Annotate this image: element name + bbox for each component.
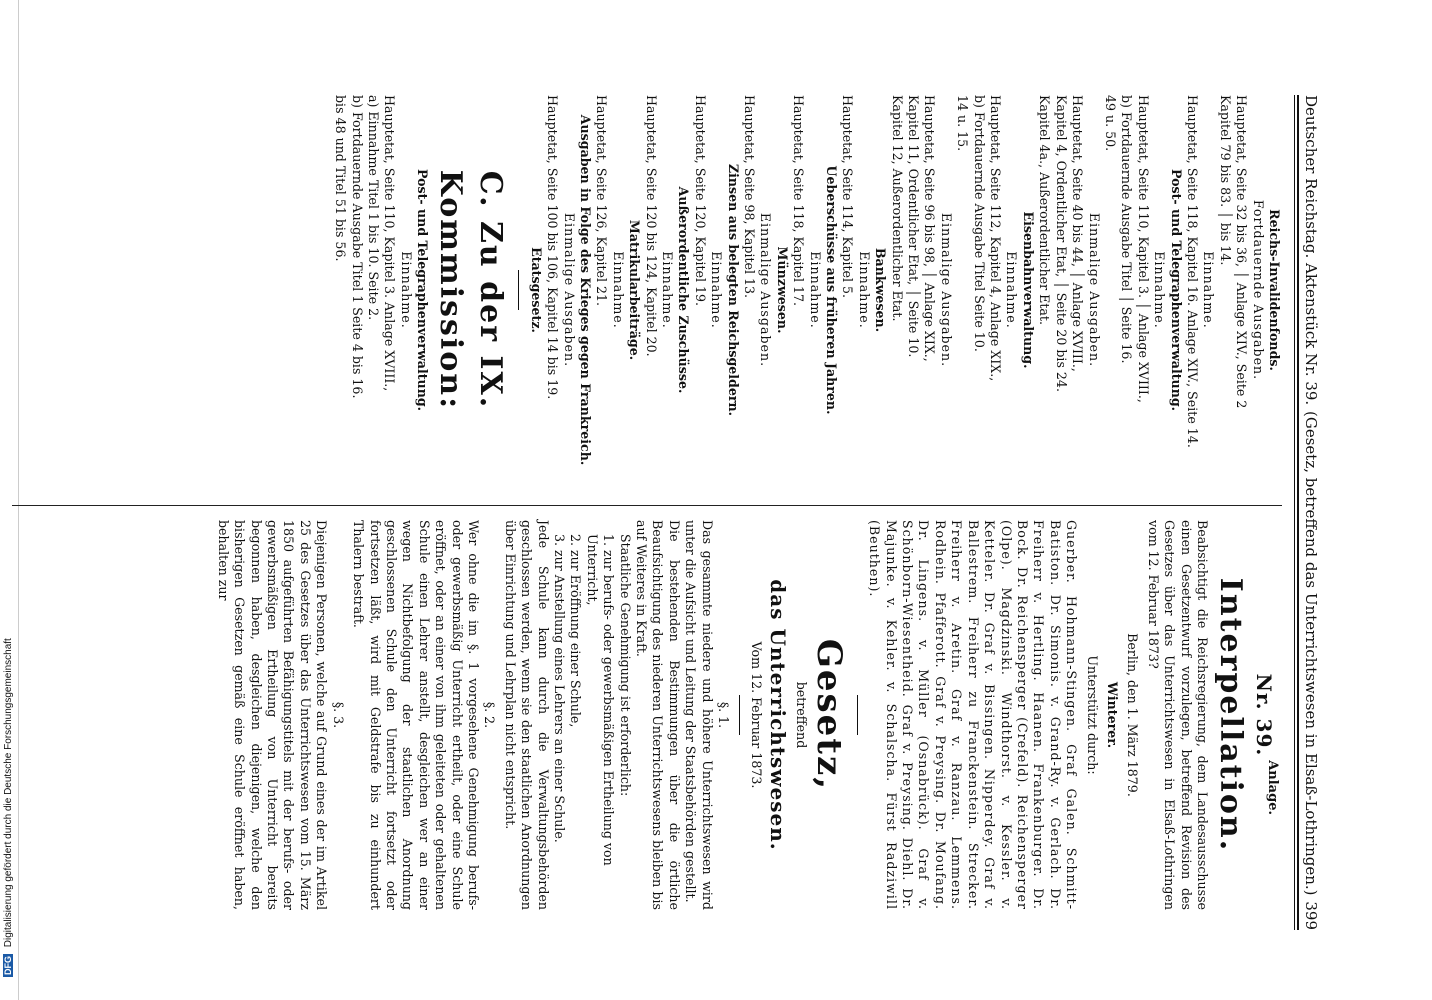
section-heading: Reichs-Invalidenfonds. [1267, 209, 1282, 371]
subheading: Einnahme. [659, 251, 675, 329]
reference-line: Kapitel 4a., Außerordentlicher Etat. [1037, 95, 1053, 325]
reference-line: Kapitel 79 bis 83. │ bis 14. [1217, 95, 1233, 266]
reference-line: b) Fortdauernde Ausgabe Titel 1 Seite 4 bis 16. [349, 95, 365, 399]
section-heading: Bankwesen. [873, 247, 889, 333]
law-betreffend: betreffend [793, 681, 809, 749]
reference-line: Hauptetat, Seite 100 bis 106, Kapitel 14 bis 19. [545, 95, 561, 400]
law-rule [739, 695, 740, 735]
section-1-text-4: Jede Schule kann durch die Verwaltungsbehörden geschlossen werden, wenn sie den staatlichen Anordnungen über Einrichtung und Lehrplan nicht entspricht. [502, 520, 551, 910]
supported-by: Unterstützt durch: [1084, 655, 1100, 775]
interpellation-intro: Beabsichtigt die Reichsregierung, dem Landesausschusse einen Gesetzentwurf vorzulegen, betreffend Revision des Gesetzes über das Unterrichtswesen in Elsaß-Lothringen vom 12. Februar 1873? [1145, 520, 1210, 910]
section-heading: Zinsen aus belegten Reichsgeldern. [725, 163, 741, 417]
subheading: Einnahme. [1004, 251, 1020, 329]
column-divider [12, 505, 1282, 506]
section-heading: Post- und Telegraphenverwaltung. [1168, 168, 1184, 412]
section-heading: Post- und Telegraphenverwaltung. [415, 168, 431, 412]
reference-line: Hauptetat, Seite 40 bis 44, │ Anlage XVIII., [1070, 95, 1086, 372]
page-number: 399 [1302, 901, 1320, 930]
running-head-middle: (Gesetz, betreffend das Unterrichtswesen in Elsaß-Lothringen.) [1302, 411, 1320, 896]
reference-line: 49 u. 50. [1102, 95, 1118, 152]
section-1-label: §. 1. [716, 701, 732, 729]
commission-heading: C. Zu der IX. Kommission: [433, 169, 509, 411]
reference-line: Hauptetat, Seite 110, Kapitel 3. Anlage XVIII., [382, 95, 398, 392]
signer: Winterer. [1104, 681, 1120, 749]
law-subject: das Unterrichtswesen. [766, 579, 791, 851]
section-1-text-3: Staatliche Genehmigung ist erforderlich: [617, 534, 633, 797]
reference-line: Kapitel 4, Ordentlicher Etat, │ Seite 20 bis 24. [1053, 95, 1069, 392]
subheading: Einnahme. [1152, 251, 1168, 329]
reference-line: 14 u. 15. [955, 95, 971, 152]
subheading: Einnahme. [709, 251, 725, 329]
reference-line: b) Fortdauernde Ausgabe Titel │ Seite 16. [1119, 95, 1135, 364]
subheading: Einnahme. [807, 251, 823, 329]
reference-line: Hauptetat, Seite 120 bis 124, Kapitel 20. [643, 95, 659, 357]
section-heading: Außerordentliche Zuschüsse. [676, 186, 692, 394]
reference-line: Hauptetat, Seite 126, Kapitel 21. [594, 95, 610, 307]
section-2-text: Wer ohne die im §. 1 vorgesehene Genehmigung berufs- oder gewerbsmäßig Unterricht ertheilt, oder eine Schule eröffnet, oder an einer von ihm geleiteten oder gehaltenen Schule einen Lehrer anstellt, desgleichen wer an einer wegen Nichtbefolgung der staatlichen Anordnung geschlossenen Schule den Unterricht fortsetzt oder fortsetzen läßt, wird mit Geldstrafe bis zu einhundert Thalern bestraft. [351, 520, 481, 910]
right-column [214, 520, 1282, 910]
section-heading: Eisenbahnverwaltung. [1020, 211, 1036, 369]
section-1-text-2: Die bestehenden Bestimmungen über die örtliche Beaufsichtigung des niederen Unterrichtswesens bleiben bis auf Weiteres in Kraft. [634, 520, 682, 910]
subheading: Einnahme. [610, 251, 626, 329]
dfg-logo: DFG [3, 956, 13, 975]
reference-line: Hauptetat, Seite 96 bis 98, │ Anlage XIX., [922, 95, 938, 362]
subheading: Fortdauernde Ausgaben. [1250, 199, 1266, 381]
reference-line: Hauptetat, Seite 120, Kapitel 19. [692, 95, 708, 307]
running-head [1300, 95, 1320, 930]
subheading: Einnahme. [856, 251, 872, 329]
reference-line: b) Fortdauernde Ausgabe Titel Seite 10. [971, 95, 987, 352]
subheading: Einmalige Ausgaben. [758, 212, 774, 368]
document-number: Nr. 39. [1252, 673, 1276, 757]
section-1-text: Das gesammte niedere und höhere Unterrichtswesen wird unter die Aufsicht und Leitung der Staatsbehörden gestellt. [683, 520, 715, 910]
reference-line: Hauptetat, Seite 32 bis 36, │ Anlage XIV., Seite 2 [1234, 95, 1250, 409]
subheading: Einnahme. [398, 251, 414, 329]
reference-line: Hauptetat, Seite 118, Kapitel 16. Anlage XIV., Seite 14. [1184, 95, 1200, 448]
section-rule [857, 695, 858, 735]
reference-line: Hauptetat, Seite 110, Kapitel 3. │ Anlage XVIII., [1135, 95, 1151, 403]
law-title: Gesetz, [808, 638, 849, 792]
section-3-label: §. 3. [330, 701, 346, 729]
section-heading: Ueberschüsse aus früheren Jahren. [824, 165, 840, 415]
subheading: Einmalige Ausgaben. [1086, 212, 1102, 368]
reference-line: Hauptetat, Seite 118, Kapitel 17. [791, 95, 807, 307]
subheading: Einmalige Ausgaben. [561, 212, 577, 368]
credit-text: Digitalisierung gefördert durch die Deutsche Forschungsgemeinschaft [3, 638, 14, 948]
section-1-item-3: 3. zur Anstellung eines Lehrers an einer Schule. [552, 534, 567, 843]
section-heading: Etatsgesetz. [528, 247, 544, 333]
supporters-list: Guerber. Hohmann-Stingen. Graf Galen. Schmitt-Batiston. Dr. Simonis. v. Grand-Ry. v. Gerlach. Dr. Freiherr v. Hertling. Haanen. Frankenburger. Dr. Bock. Dr. Reichensperger (Crefeld). Reichensperger (Olpe). Magdzinski. Windthorst. v. Kessler. v. Ketteler. Dr. Graf v. Bissingen. Nipperdey. Graf v. Ballestrem. Freiherr zu Franckenstein. Strecker. Freiherr v. Aretin. Graf v. Ranzau. Lemmens. Rodhein. Pfafferott. Graf v. Preysing. Dr. Moufang. Dr. Lingens. v. Müller (Osnabrück). Graf v. Schönborn-Wiesentheid. Graf v. Preysing. Diehl. Dr. Majunke. v. Kehler. v. Schalscha. Fürst Radziwill (Beuthen). [867, 520, 1080, 910]
reference-line: Hauptetat, Seite 112, Kapitel 4, Anlage XIX., [988, 95, 1004, 382]
section-2-label: §. 2. [482, 701, 498, 729]
subheading: Einmalige Ausgaben. [938, 212, 954, 368]
section-heading: Matrikularbeiträge. [627, 219, 643, 361]
section-heading: Ausgaben in Folge des Krieges gegen Frankreich. [577, 114, 593, 466]
section-1-item-2: 2. zur Eröffnung einer Schule, [568, 534, 584, 728]
reference-line: Hauptetat, Seite 114, Kapitel 5. [840, 95, 856, 299]
header-rule-thin [1294, 95, 1295, 930]
reference-line: bis 48 und Titel 51 bis 56. [333, 95, 349, 262]
section-heading: Münzwesen. [774, 246, 790, 334]
section-3-text: Diejenigen Personen, welche auf Grund eines der im Artikel 25 des Gesetzes über das Unterrichtswesen vom 15. März 1850 aufgeführten Befähigungstitels mit der berufs- oder gewerbsmäßigen Ertheilung von Unterricht bereits begonnen haben, desgleichen diejenigen, welche den bisherigen Gesetzen gemäß eine Schule eröffnet haben, behalten zur [215, 520, 330, 910]
left-column [332, 95, 1282, 485]
reference-line: Hauptetat, Seite 98, Kapitel 13. [742, 95, 757, 299]
law-date: Vom 12. Februar 1873. [749, 641, 765, 789]
reference-line: a) Einnahme Titel 1 bis 10. Seite 2. [366, 95, 382, 321]
interpellation-title: Interpellation. [1213, 577, 1248, 853]
anlage-label: Anlage. [1265, 760, 1280, 815]
reference-line: Kapitel 12, Außerordentlicher Etat. [889, 95, 905, 322]
place-date: Berlin, den 1. März 1879. [1125, 633, 1141, 797]
section-1-item-1: 1. zur berufs- oder gewerbsmäßigen Ertheilung von Unterricht, [584, 534, 617, 866]
running-head-left: Deutscher Reichstag. Aktenstück Nr. 39. [1302, 95, 1320, 406]
reference-line: Kapitel 11, Ordentlicher Etat, │ Seite 10. [906, 95, 922, 358]
header-rule [1297, 95, 1299, 930]
subheading: Einnahme. [1201, 251, 1217, 329]
section-rule [518, 270, 519, 310]
